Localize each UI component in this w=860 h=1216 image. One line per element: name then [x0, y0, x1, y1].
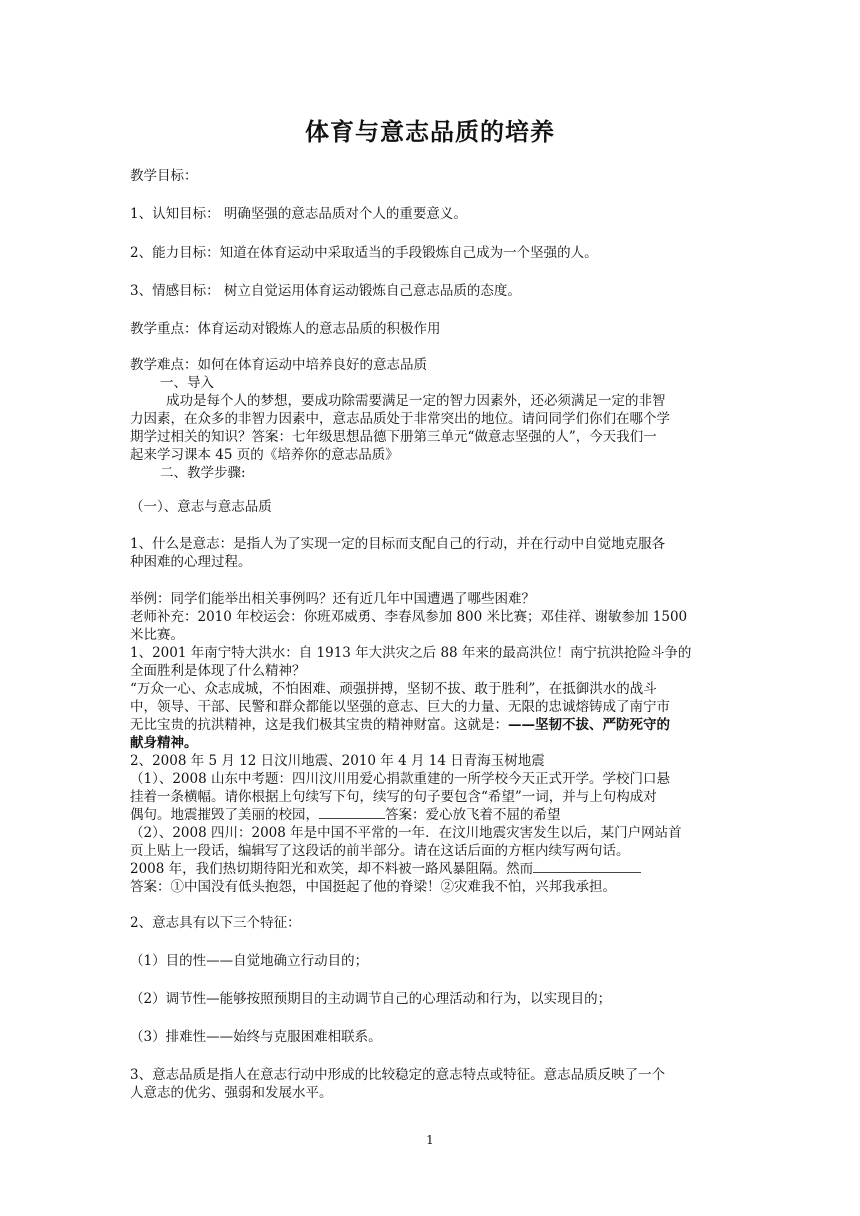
text-span: 2008 年，我们热切期待阳光和欢笑，却不料被一路风暴阻隔。然而	[130, 861, 534, 877]
emphasis-line: 献身精神。	[130, 735, 198, 751]
page-number: 1	[426, 1133, 434, 1147]
text-line: 挂着一条横幅。请你根据上句续写下句，续写的句子要包含“希望”一词，并与上句构成对	[130, 789, 657, 805]
text-line: 起来学习课本 45 页的《培养你的意志品质》	[130, 447, 399, 463]
text-line: 教学难点：如何在体育运动中培养良好的意志品质	[130, 357, 427, 373]
text-line: “万众一心、众志成城，不怕困难、顽强拼搏，坚韧不拔、敢于胜利”，在抵御洪水的战斗	[130, 681, 657, 697]
text-line: 种困难的心理过程。	[130, 554, 252, 570]
text-line: （2）、2008 四川：2008 年是中国不平常的一年．在汶川地震灾害发生以后，某门户网站首	[130, 825, 682, 841]
text-line: 3、意志品质是指人在意志行动中形成的比较稳定的意志特点或特征。意志品质反映了一个	[130, 1067, 666, 1083]
text-line: （一）、意志与意志品质	[130, 499, 272, 515]
answer-text: 答案：爱心放飞着不屈的希望	[385, 807, 561, 823]
text-line	[130, 860, 641, 878]
text-line: 米比赛。	[130, 627, 184, 643]
text-span: 偶句。地震摧毁了美丽的校园，	[130, 807, 319, 823]
text-line: 答案：①中国没有低头抱怨，中国挺起了他的脊梁！②灾难我不怕，兴邦我承担。	[130, 879, 616, 895]
text-line: 力因素，在众多的非智力因素中，意志品质处于非常突出的地位。请问同学们你们在哪个学	[130, 411, 670, 427]
text-line: 成功是每个人的梦想，要成功除需要满足一定的智力因素外，还必须满足一定的非智	[166, 393, 666, 409]
blank-underline	[319, 806, 385, 819]
text-line	[130, 716, 670, 734]
text-line: 教学重点：体育运动对锻炼人的意志品质的积极作用	[130, 321, 441, 337]
text-line: 人意志的优劣、强弱和发展水平。	[130, 1085, 333, 1101]
text-line: 1、2001 年南宁特大洪水：自 1913 年大洪灾之后 88 年来的最高洪位！南宁抗洪抢险斗争的	[130, 645, 692, 661]
text-line: 1、认知目标： 明确坚强的意志品质对个人的重要意义。	[130, 206, 467, 222]
text-line: 2、能力目标：知道在体育运动中采取适当的手段锻炼自己成为一个坚强的人。	[130, 245, 598, 261]
text-line: 2、2008 年 5 月 12 日汶川地震、2010 年 4 月 14 日青海玉树地震	[130, 753, 545, 769]
text-line: 期学过相关的知识？答案：七年级思想品德下册第三单元“做意志坚强的人”，今天我们一	[130, 429, 657, 445]
text-line: 教学目标：	[130, 168, 198, 184]
text-line: （1）目的性——自觉地确立行动目的；	[130, 953, 369, 969]
emphasis-text: ——坚韧不拔、严防死守的	[508, 717, 670, 733]
blank-underline	[533, 860, 641, 873]
text-line: （1）、2008 山东中考题：四川汶川用爱心捐款重建的一所学校今天正式开学。学校门口悬	[130, 771, 670, 787]
text-line: 3、情感目标： 树立自觉运用体育运动锻炼自己意志品质的态度。	[130, 283, 521, 299]
text-line: 老师补充：2010 年校运会：你班邓威勇、李春凤参加 800 米比赛；邓佳祥、谢敏参加 1500	[130, 609, 688, 625]
text-line: 2、意志具有以下三个特征：	[130, 915, 301, 931]
text-line: 中，领导、干部、民警和群众都能以坚强的意志、巨大的力量、无限的忠诚熔铸成了南宁市	[130, 699, 670, 715]
document-title: 体育与意志品质的培养	[305, 118, 555, 146]
text-line	[130, 806, 561, 824]
text-line: 页上贴上一段话，编辑写了这段话的前半部分。请在这话后面的方框内续写两句话。	[130, 843, 630, 859]
text-span: 无比宝贵的抗洪精神，这是我们极其宝贵的精神财富。这就是：	[130, 717, 508, 733]
text-line: 全面胜利是体现了什么精神？	[130, 663, 306, 679]
text-line: （3）排难性——始终与克服困难相联系。	[130, 1029, 382, 1045]
text-line: （2）调节性—能够按照预期目的主动调节自己的心理活动和行为，以实现目的；	[130, 991, 612, 1007]
text-line: 举例：同学们能举出相关事例吗？还有近几年中国遭遇了哪些困难？	[130, 591, 535, 607]
text-line: 1、什么是意志：是指人为了实现一定的目标而支配自己的行动，并在行动中自觉地克服各	[130, 536, 666, 552]
text-line: 二、教学步骤:	[160, 465, 246, 481]
text-line: 一、导入	[160, 375, 214, 391]
